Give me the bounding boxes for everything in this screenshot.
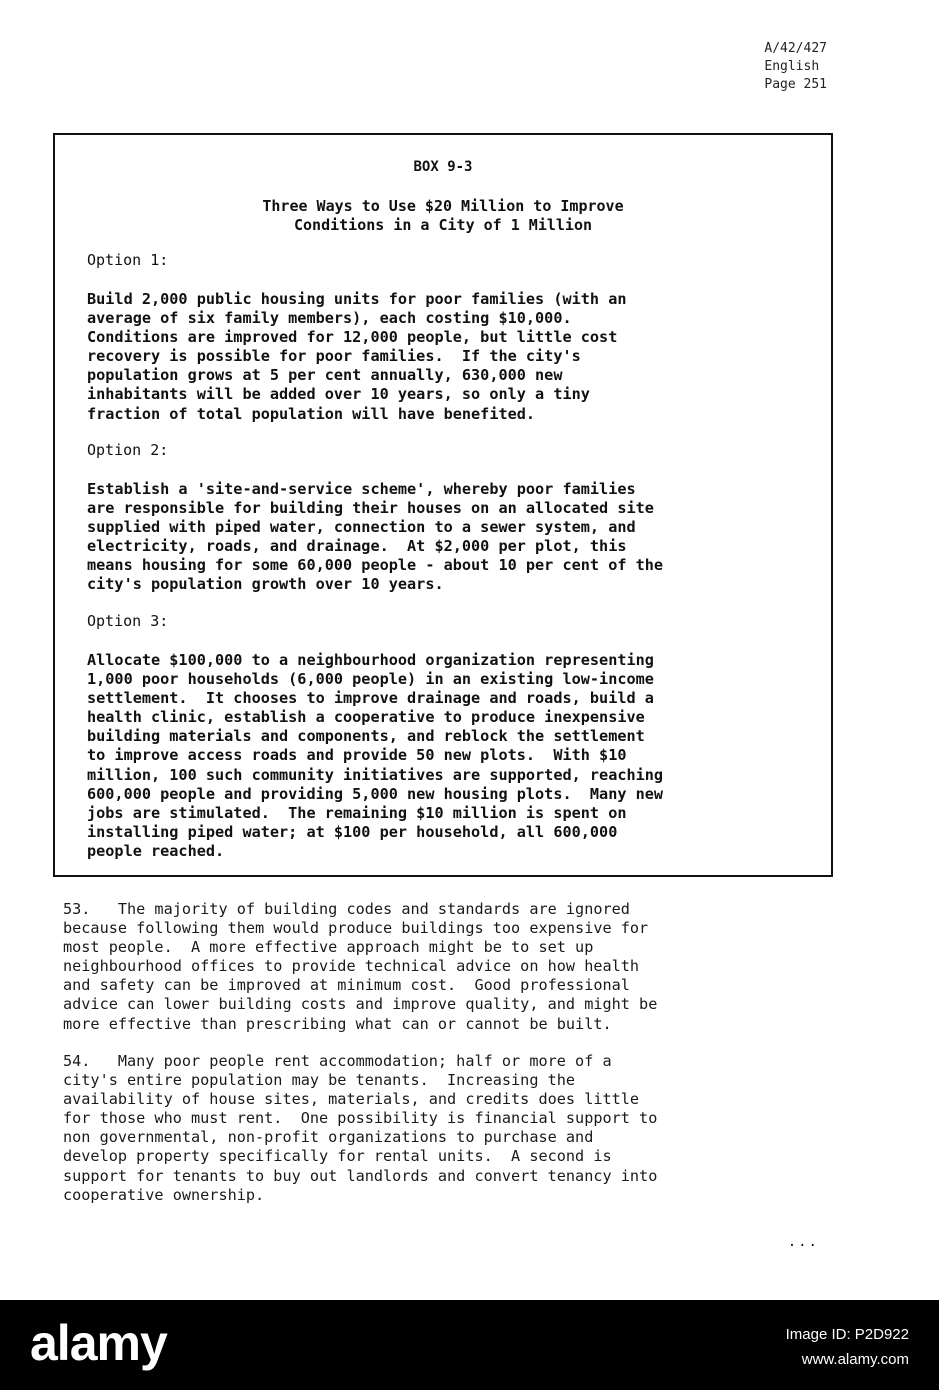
watermark-footer: [0, 1300, 939, 1390]
option-1-text: [87, 290, 827, 424]
box-subtitle: [55, 197, 831, 235]
text-line: population grows at 5 per cent annually, 630,000 new: [87, 366, 563, 385]
text-line: people reached.: [87, 841, 225, 860]
text-line: 53. The majority of building codes and standards are ignored: [63, 900, 630, 918]
text-line: settlement. It chooses to improve drainage and roads, build a: [87, 689, 654, 708]
text-line: fraction of total population will have benefited.: [87, 404, 536, 423]
text-line: for those who must rent. One possibility is financial support to: [63, 1109, 658, 1128]
text-line: support for tenants to buy out landlords and convert tenancy into: [63, 1166, 658, 1185]
text-line: inhabitants will be added over 10 years, so only a tiny: [87, 385, 590, 404]
text-line: neighbourhood offices to provide technical advice on how health: [63, 957, 640, 976]
text-line: develop property specifically for rental units. A second is: [63, 1147, 612, 1166]
text-line: Build 2,000 public housing units for poor families (with an: [87, 290, 627, 308]
option-1-label: Option 1:: [87, 251, 169, 269]
text-line: electricity, roads, and drainage. At $2,000 per plot, this: [87, 537, 627, 556]
option-2-label: Option 2:: [87, 441, 169, 459]
text-line: health clinic, establish a cooperative to produce inexpensive: [87, 708, 645, 727]
image-credit: [786, 1322, 909, 1372]
text-line: more effective than prescribing what can or cannot be built.: [63, 1014, 612, 1033]
text-line: advice can lower building costs and improve quality, and might be: [63, 995, 658, 1014]
page-number: Page 251: [764, 77, 827, 92]
text-line: building materials and components, and reblock the settlement: [87, 727, 645, 746]
option-3-label: Option 3:: [87, 612, 169, 630]
text-line: 1,000 poor households (6,000 people) in an existing low-income: [87, 670, 654, 689]
text-line: million, 100 such community initiatives are supported, reaching: [87, 765, 664, 784]
text-line: to improve access roads and provide 50 new plots. With $10: [87, 746, 627, 765]
text-line: installing piped water; at $100 per household, all 600,000: [87, 822, 618, 841]
box-subtitle-line: Three Ways to Use $20 Million to Improve: [262, 197, 624, 215]
text-line: most people. A more effective approach might be to set up: [63, 938, 594, 957]
text-line: because following them would produce buildings too expensive for: [63, 919, 649, 938]
text-line: recovery is possible for poor families. If the city's: [87, 347, 581, 366]
paragraph-53: [63, 900, 833, 1034]
text-line: supplied with piped water, connection to a sewer system, and: [87, 518, 636, 537]
text-line: availability of house sites, materials, and credits does little: [63, 1090, 640, 1109]
text-line: city's entire population may be tenants. Increasing the: [63, 1071, 576, 1090]
continuation-ellipsis: ...: [787, 1234, 819, 1250]
alamy-logo: alamy: [30, 1315, 167, 1371]
text-line: jobs are stimulated. The remaining $10 million is spent on: [87, 803, 627, 822]
box-title: BOX 9-3: [413, 159, 473, 175]
site-url: www.alamy.com: [801, 1351, 909, 1368]
text-line: city's population growth over 10 years.: [87, 575, 444, 594]
option-3-text: [87, 651, 827, 861]
image-id: Image ID: P2D922: [785, 1326, 909, 1343]
paragraph-54: [63, 1052, 833, 1205]
text-line: and safety can be improved at minimum cost. Good professional: [63, 976, 630, 995]
text-line: Allocate $100,000 to a neighbourhood organization representing: [87, 651, 654, 669]
text-line: Establish a 'site-and-service scheme', whereby poor families: [87, 480, 636, 498]
document-header: [764, 40, 827, 94]
text-line: are responsible for building their houses on an allocated site: [87, 499, 654, 518]
box-subtitle-line: Conditions in a City of 1 Million: [293, 216, 592, 234]
document-symbol: A/42/427: [764, 41, 827, 56]
text-line: cooperative ownership.: [63, 1185, 265, 1204]
text-line: Conditions are improved for 12,000 people, but little cost: [87, 328, 618, 347]
document-language: English: [764, 59, 820, 74]
option-2-text: [87, 480, 827, 595]
box-9-3: [53, 133, 833, 877]
text-line: means housing for some 60,000 people - about 10 per cent of the: [87, 556, 664, 575]
text-line: average of six family members), each costing $10,000.: [87, 309, 572, 328]
text-line: 600,000 people and providing 5,000 new housing plots. Many new: [87, 784, 664, 803]
text-line: 54. Many poor people rent accommodation; half or more of a: [63, 1052, 612, 1070]
text-line: non governmental, non-profit organizations to purchase and: [63, 1128, 594, 1147]
